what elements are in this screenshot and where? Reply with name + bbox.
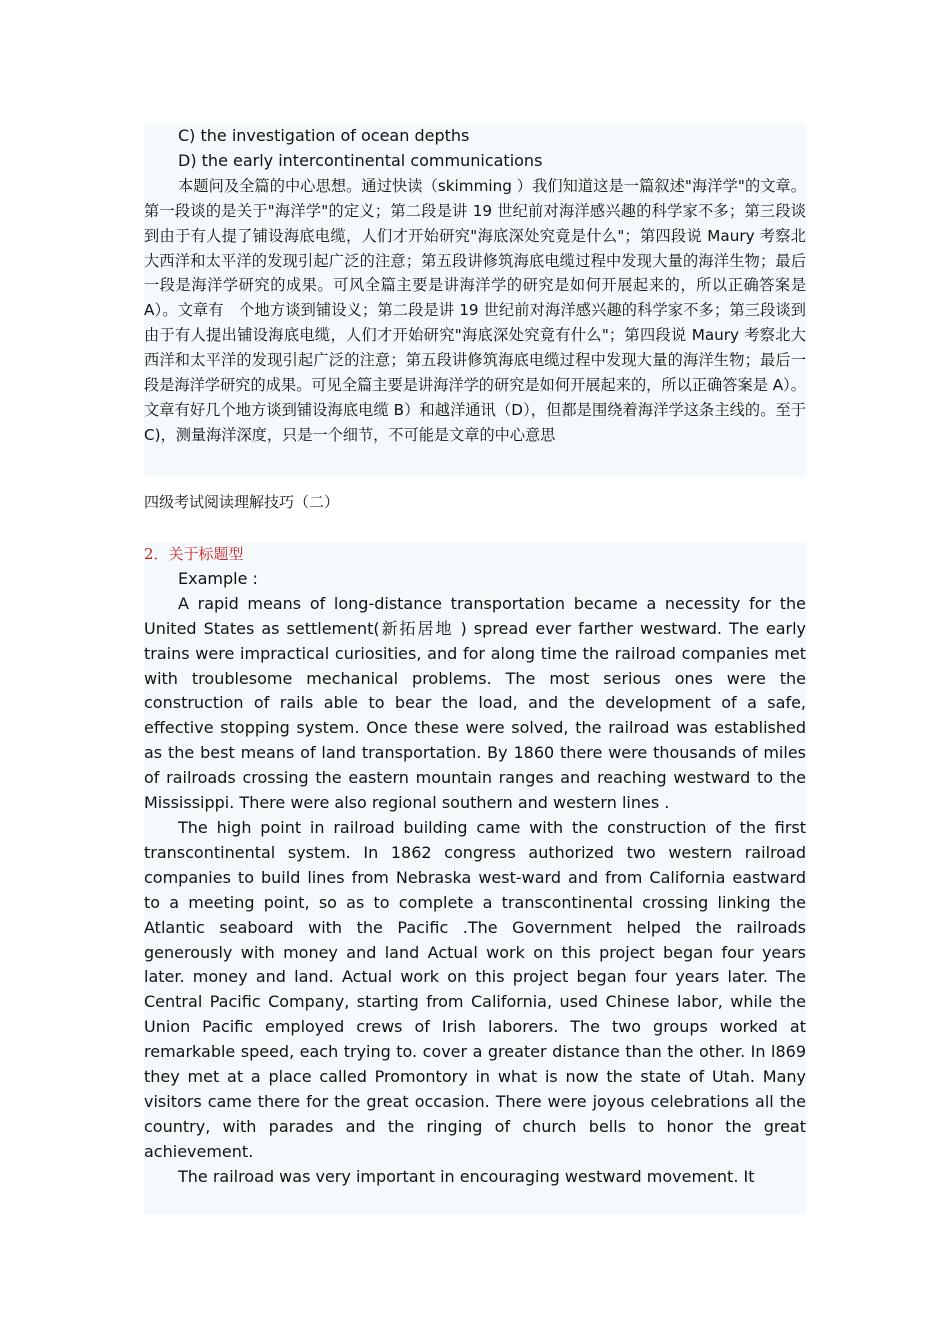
option-c: C) the investigation of ocean depths [178,126,470,145]
option-d: D) the early intercontinental communications [178,150,543,170]
analysis-paragraph: 本题问及全篇的中心思想。通过快读（skimming ）我们知道这是一篇叙述"海洋学"的文章。第一段谈的是关于"海洋学"的定义；第二段是讲 19 世纪前对海洋感兴趣的科学家不多；第三段谈到由于有人提了铺设海底电缆，人们才开始研究"海底深处究竟是什么"；第四段说 Maury 考察北大西洋和太平洋的发现引起广泛的注意；第五段讲修筑海底电缆过程中发现大量的海洋生物；最后一段是海洋学研究的成果。可风全篇主要是讲海洋学的研究是如何开展起来的，所以正确答案是 A）。文章有 个地方谈到铺设义；第二段是讲 19 世纪前对海洋感兴趣的科学家不多；第三段谈到由于有人提出铺设海底电缆，人们才开始研究"海底深处究竟有什么"；第四段说 Maury 考察北大西洋和太平洋的发现引起广泛的注意；第五段讲修筑海底电缆过程中发现大量的海洋生物；最后一段是海洋学研究的成果。可见全篇主要是讲海洋学的研究是如何开展起来的，所以正确答案是 A）。文章有好几个地方谈到铺设海底电缆 B）和越洋通讯（D），但都是围绕着海洋学这条主线的。至于 C)，测量海洋深度，只是一个细节，不可能是文章的中心意思 [144,176,806,444]
passage-paragraph-3: The railroad was very important in encouraging westward movement. It [178,1166,755,1186]
passage-paragraph-2: The high point in railroad building came with the construction of the first transcontinental system. In 1862 congress authorized two western railroad companies to build lines from Nebraska west-ward and from California eastward to a meeting point, so as to complete a transcontinental crossing linking the Atlantic seaboard with the Pacific .The Government helped the railroads generously with money and land Actual work on this project began four years later. money and land. Actual work on this project began four years later. The Central Pacific Company, starting from California, used Chinese labor, while the Union Pacific employed crews of Irish laborers. The two groups worked at remarkable speed, each trying to. cover a greater distance than the other. In l869 they met at a place called Promontory in what is now the state of Utah. Many visitors came there for the great occasion. There were joyous celebrations all the country, with parades and the ringing of church bells to honor the great achievement. [144,817,806,1161]
section-header [144,490,806,515]
passage-block [144,542,806,1214]
example-label: Example : [178,568,258,588]
section-title: 四级考试阅读理解技巧（二） [144,493,340,511]
passage-paragraph-1: A rapid means of long-distance transportation became a necessity for the United States as settlement(新拓居地 ) spread ever farther westward. The early trains were impractical curiosities, and for along time the railroad companies met with troublesome mechanical problems. The most serious ones were the construction of rails able to bear the load, and the development of a safe, effective stopping system. Once these were solved, the railroad was established as the best means of land transportation. By 1860 there were thousands of miles of railroads crossing the eastern mountain ranges and reaching westward to the Mississippi. There were also regional southern and western lines . [144,593,806,813]
subheading: 2．关于标题型 [144,545,244,563]
analysis-block [144,124,806,476]
